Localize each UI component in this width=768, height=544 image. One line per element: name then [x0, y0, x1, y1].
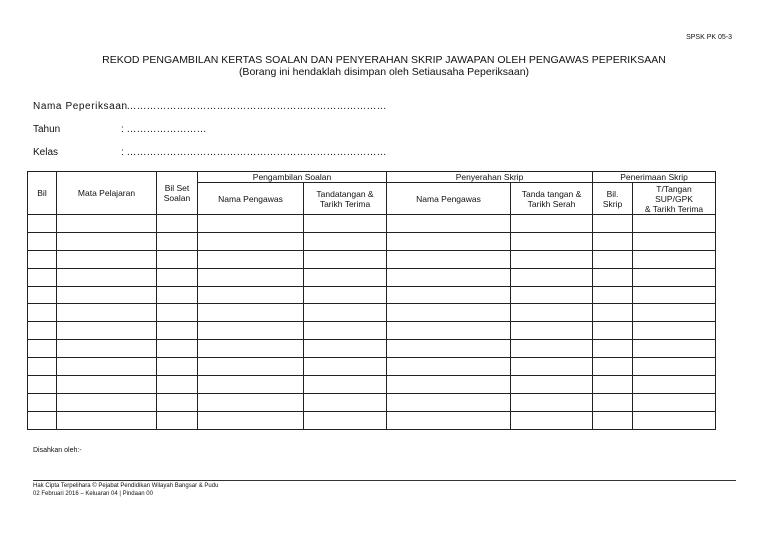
table-cell[interactable] — [511, 393, 593, 411]
field-value-nama-peperiksaan: : …………………………………………………………………… — [121, 101, 387, 112]
table-cell[interactable] — [511, 215, 593, 233]
table-cell[interactable] — [633, 215, 716, 233]
table-cell[interactable] — [198, 250, 304, 268]
form-subtitle: (Borang ini hendaklah disimpan oleh Setiausaha Peperiksaan) — [238, 66, 530, 78]
table-cell[interactable] — [304, 340, 387, 358]
table-cell[interactable] — [57, 393, 157, 411]
table-cell[interactable] — [593, 358, 633, 376]
table-row — [28, 268, 716, 286]
table-cell[interactable] — [57, 232, 157, 250]
table-cell[interactable] — [387, 376, 511, 394]
table-cell[interactable] — [28, 411, 57, 429]
record-table — [27, 171, 716, 430]
table-cell[interactable] — [157, 250, 198, 268]
table-cell[interactable] — [593, 250, 633, 268]
table-cell[interactable] — [511, 232, 593, 250]
table-cell[interactable] — [633, 286, 716, 304]
table-cell[interactable] — [57, 358, 157, 376]
table-cell[interactable] — [157, 215, 198, 233]
table-cell[interactable] — [57, 215, 157, 233]
table-cell[interactable] — [633, 268, 716, 286]
table-cell[interactable] — [511, 340, 593, 358]
table-cell[interactable] — [593, 340, 633, 358]
table-cell[interactable] — [198, 411, 304, 429]
table-cell[interactable] — [387, 322, 511, 340]
table-cell[interactable] — [304, 393, 387, 411]
col-header-bil-skrip: Bil. Skrip — [593, 183, 633, 215]
table-cell[interactable] — [198, 268, 304, 286]
table-cell[interactable] — [28, 250, 57, 268]
footer-divider — [33, 480, 736, 481]
table-cell[interactable] — [198, 322, 304, 340]
table-row — [28, 411, 716, 429]
table-cell[interactable] — [198, 232, 304, 250]
table-cell[interactable] — [157, 268, 198, 286]
table-cell[interactable] — [593, 376, 633, 394]
table-cell[interactable] — [198, 304, 304, 322]
table-cell[interactable] — [198, 215, 304, 233]
table-cell[interactable] — [633, 232, 716, 250]
table-cell[interactable] — [304, 215, 387, 233]
table-cell[interactable] — [633, 250, 716, 268]
table-cell[interactable] — [157, 322, 198, 340]
record-table-body — [28, 215, 716, 430]
table-row — [28, 250, 716, 268]
table-cell[interactable] — [304, 322, 387, 340]
table-row — [28, 358, 716, 376]
table-cell[interactable] — [28, 340, 57, 358]
table-cell[interactable] — [511, 286, 593, 304]
table-cell[interactable] — [157, 376, 198, 394]
table-cell[interactable] — [593, 411, 633, 429]
col-header-tandatangan-terima: Tandatangan & Tarikh Terima — [304, 183, 387, 215]
table-cell[interactable] — [633, 376, 716, 394]
table-cell[interactable] — [593, 393, 633, 411]
table-cell[interactable] — [387, 411, 511, 429]
table-cell[interactable] — [387, 232, 511, 250]
table-cell[interactable] — [304, 250, 387, 268]
table-cell[interactable] — [157, 286, 198, 304]
table-cell[interactable] — [593, 322, 633, 340]
table-cell[interactable] — [511, 411, 593, 429]
table-cell[interactable] — [28, 376, 57, 394]
table-row — [28, 304, 716, 322]
table-cell[interactable] — [28, 358, 57, 376]
table-cell[interactable] — [593, 268, 633, 286]
col-header-ttangan-sup-gpk: T/Tangan SUP/GPK & Tarikh Terima — [633, 183, 716, 215]
field-label-tahun: Tahun — [33, 124, 61, 135]
table-cell[interactable] — [633, 304, 716, 322]
table-cell[interactable] — [57, 376, 157, 394]
table-cell[interactable] — [157, 358, 198, 376]
table-cell[interactable] — [57, 322, 157, 340]
table-cell[interactable] — [57, 340, 157, 358]
table-cell[interactable] — [387, 268, 511, 286]
table-cell[interactable] — [57, 268, 157, 286]
table-cell[interactable] — [28, 215, 57, 233]
table-cell[interactable] — [198, 358, 304, 376]
table-cell[interactable] — [28, 393, 57, 411]
col-header-bil-set-soalan: Bil Set Soalan — [157, 172, 198, 215]
col-header-bil: Bil — [28, 172, 57, 215]
col-header-mata-pelajaran: Mata Pelajaran — [57, 172, 157, 215]
table-cell[interactable] — [387, 215, 511, 233]
table-cell[interactable] — [157, 411, 198, 429]
table-cell[interactable] — [28, 322, 57, 340]
table-row — [28, 215, 716, 233]
footer-copyright: Hak Cipta Terpelihara © Pejabat Pendidikan Wilayah Bangsar & Pudu — [33, 483, 219, 489]
field-nama-peperiksaan — [33, 101, 387, 113]
table-cell[interactable] — [157, 232, 198, 250]
disahkan-oleh: Disahkan oleh:- — [33, 447, 82, 454]
table-cell[interactable] — [304, 304, 387, 322]
table-cell[interactable] — [304, 286, 387, 304]
form-code: SPSK PK 05-3 — [686, 34, 732, 41]
table-cell[interactable] — [304, 268, 387, 286]
field-tahun — [33, 124, 207, 136]
table-cell[interactable] — [633, 411, 716, 429]
table-cell[interactable] — [304, 411, 387, 429]
table-cell[interactable] — [633, 358, 716, 376]
table-cell[interactable] — [633, 393, 716, 411]
table-row — [28, 232, 716, 250]
table-cell[interactable] — [593, 304, 633, 322]
group-header-penerimaan-skrip: Penerimaan Skrip — [593, 172, 716, 183]
table-cell[interactable] — [28, 232, 57, 250]
table-cell[interactable] — [511, 376, 593, 394]
form-title: REKOD PENGAMBILAN KERTAS SOALAN DAN PENYERAHAN SKRIP JAWAPAN OLEH PENGAWAS PEPERIKSAAN — [102, 54, 666, 66]
table-cell[interactable] — [304, 232, 387, 250]
table-cell[interactable] — [633, 322, 716, 340]
table-cell[interactable] — [198, 286, 304, 304]
table-cell[interactable] — [28, 268, 57, 286]
table-cell[interactable] — [157, 340, 198, 358]
table-row — [28, 393, 716, 411]
table-cell[interactable] — [57, 304, 157, 322]
table-cell[interactable] — [387, 286, 511, 304]
field-label-nama-peperiksaan: Nama Peperiksaan — [33, 101, 128, 112]
table-row — [28, 340, 716, 358]
group-header-penyerahan-skrip: Penyerahan Skrip — [387, 172, 593, 183]
table-cell[interactable] — [198, 393, 304, 411]
table-cell[interactable] — [198, 376, 304, 394]
group-header-pengambilan-soalan: Pengambilan Soalan — [198, 172, 387, 183]
table-cell[interactable] — [593, 286, 633, 304]
table-row — [28, 286, 716, 304]
col-header-tandatangan-serah: Tanda tangan & Tarikh Serah — [511, 183, 593, 215]
table-cell[interactable] — [28, 286, 57, 304]
table-cell[interactable] — [511, 304, 593, 322]
table-cell[interactable] — [387, 340, 511, 358]
table-cell[interactable] — [511, 322, 593, 340]
table-row — [28, 376, 716, 394]
table-cell[interactable] — [57, 286, 157, 304]
table-cell[interactable] — [198, 340, 304, 358]
table-cell[interactable] — [387, 393, 511, 411]
table-cell[interactable] — [593, 232, 633, 250]
table-cell[interactable] — [511, 268, 593, 286]
table-cell[interactable] — [57, 250, 157, 268]
field-kelas — [33, 147, 387, 159]
table-cell[interactable] — [387, 358, 511, 376]
table-cell[interactable] — [304, 358, 387, 376]
col-header-nama-pengawas-ambil: Nama Pengawas — [198, 183, 304, 215]
table-cell[interactable] — [387, 304, 511, 322]
footer-edition: 02 Februari 2016 – Keluaran 04 | Pindaan 00 — [33, 491, 153, 497]
table-cell[interactable] — [387, 250, 511, 268]
field-value-tahun: : …………………… — [121, 124, 207, 135]
field-label-kelas: Kelas — [33, 147, 59, 158]
table-cell[interactable] — [28, 304, 57, 322]
table-cell[interactable] — [633, 340, 716, 358]
table-row — [28, 322, 716, 340]
table-cell[interactable] — [511, 358, 593, 376]
col-header-nama-pengawas-serah: Nama Pengawas — [387, 183, 511, 215]
table-cell[interactable] — [157, 393, 198, 411]
table-cell[interactable] — [304, 376, 387, 394]
table-cell[interactable] — [511, 250, 593, 268]
table-cell[interactable] — [57, 411, 157, 429]
field-value-kelas: : …………………………………………………………………… — [121, 147, 387, 158]
table-cell[interactable] — [157, 304, 198, 322]
table-cell[interactable] — [593, 215, 633, 233]
